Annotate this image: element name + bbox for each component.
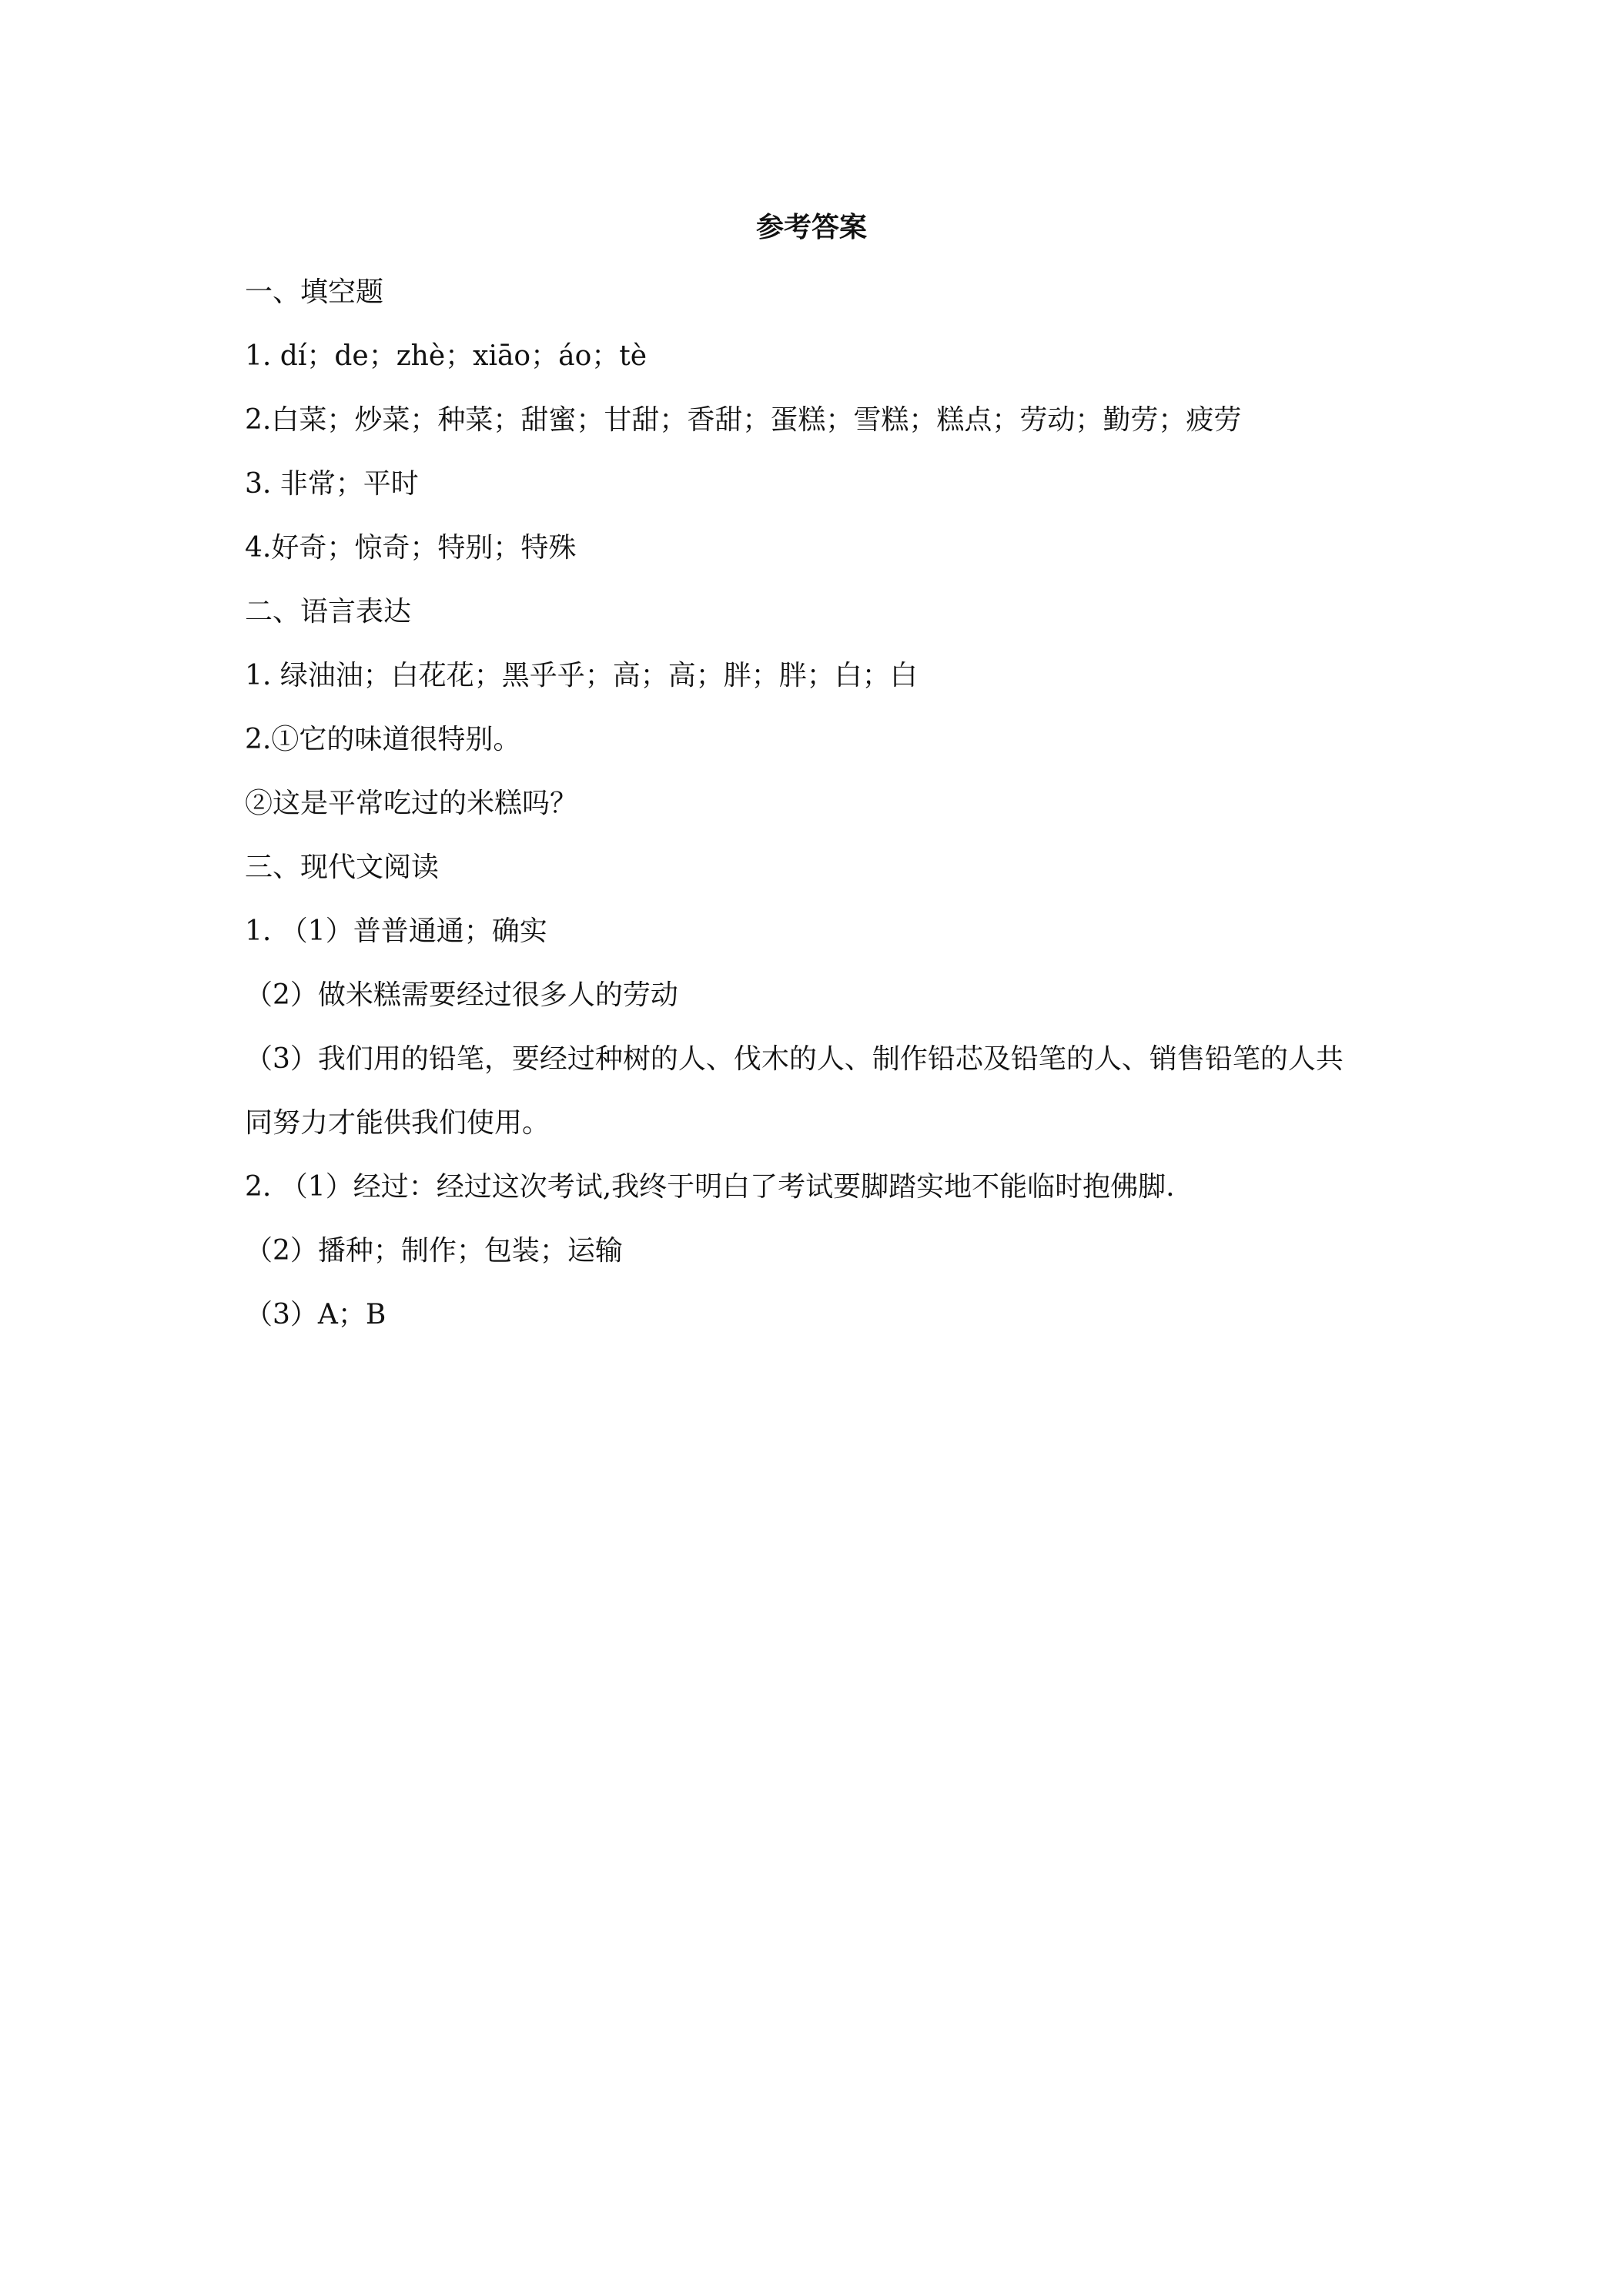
- page-title: 参考答案: [755, 211, 867, 243]
- answer-line: 1. dí；de；zhè；xiāo；áo；tè: [245, 340, 648, 372]
- answer-line: （3）A；B: [245, 1299, 387, 1330]
- section-heading-reading: 三、现代文阅读: [245, 852, 440, 883]
- answer-line: ②这是平常吃过的米糕吗？: [245, 788, 578, 819]
- answer-line: （3）我们用的铅笔，要经过种树的人、伐木的人、制作铅芯及铅笔的人、销售铅笔的人共: [245, 1043, 1344, 1075]
- answer-line: 1. 绿油油；白花花；黑乎乎；高；高；胖；胖；白；白: [245, 660, 918, 691]
- section-heading-language: 二、语言表达: [245, 596, 412, 628]
- answer-line: 2.①它的味道很特别。: [245, 724, 521, 755]
- answer-line: 4.好奇；惊奇；特别；特殊: [245, 532, 577, 564]
- answer-line: （2）做米糕需要经过很多人的劳动: [245, 979, 678, 1011]
- section-heading-fill-blank: 一、填空题: [245, 276, 384, 308]
- answer-line: 2. （1）经过：经过这次考试,我终于明白了考试要脚踏实地不能临时抱佛脚.: [245, 1171, 1175, 1203]
- answer-line: 1. （1）普普通通；确实: [245, 915, 547, 947]
- answer-line: 3. 非常；平时: [245, 468, 419, 500]
- answer-line: 同努力才能供我们使用。: [245, 1107, 550, 1139]
- answer-line: （2）播种；制作；包装；运输: [245, 1235, 623, 1267]
- answer-line: 2.白菜；炒菜；种菜；甜蜜；甘甜；香甜；蛋糕；雪糕；糕点；劳动；勤劳；疲劳: [245, 404, 1242, 436]
